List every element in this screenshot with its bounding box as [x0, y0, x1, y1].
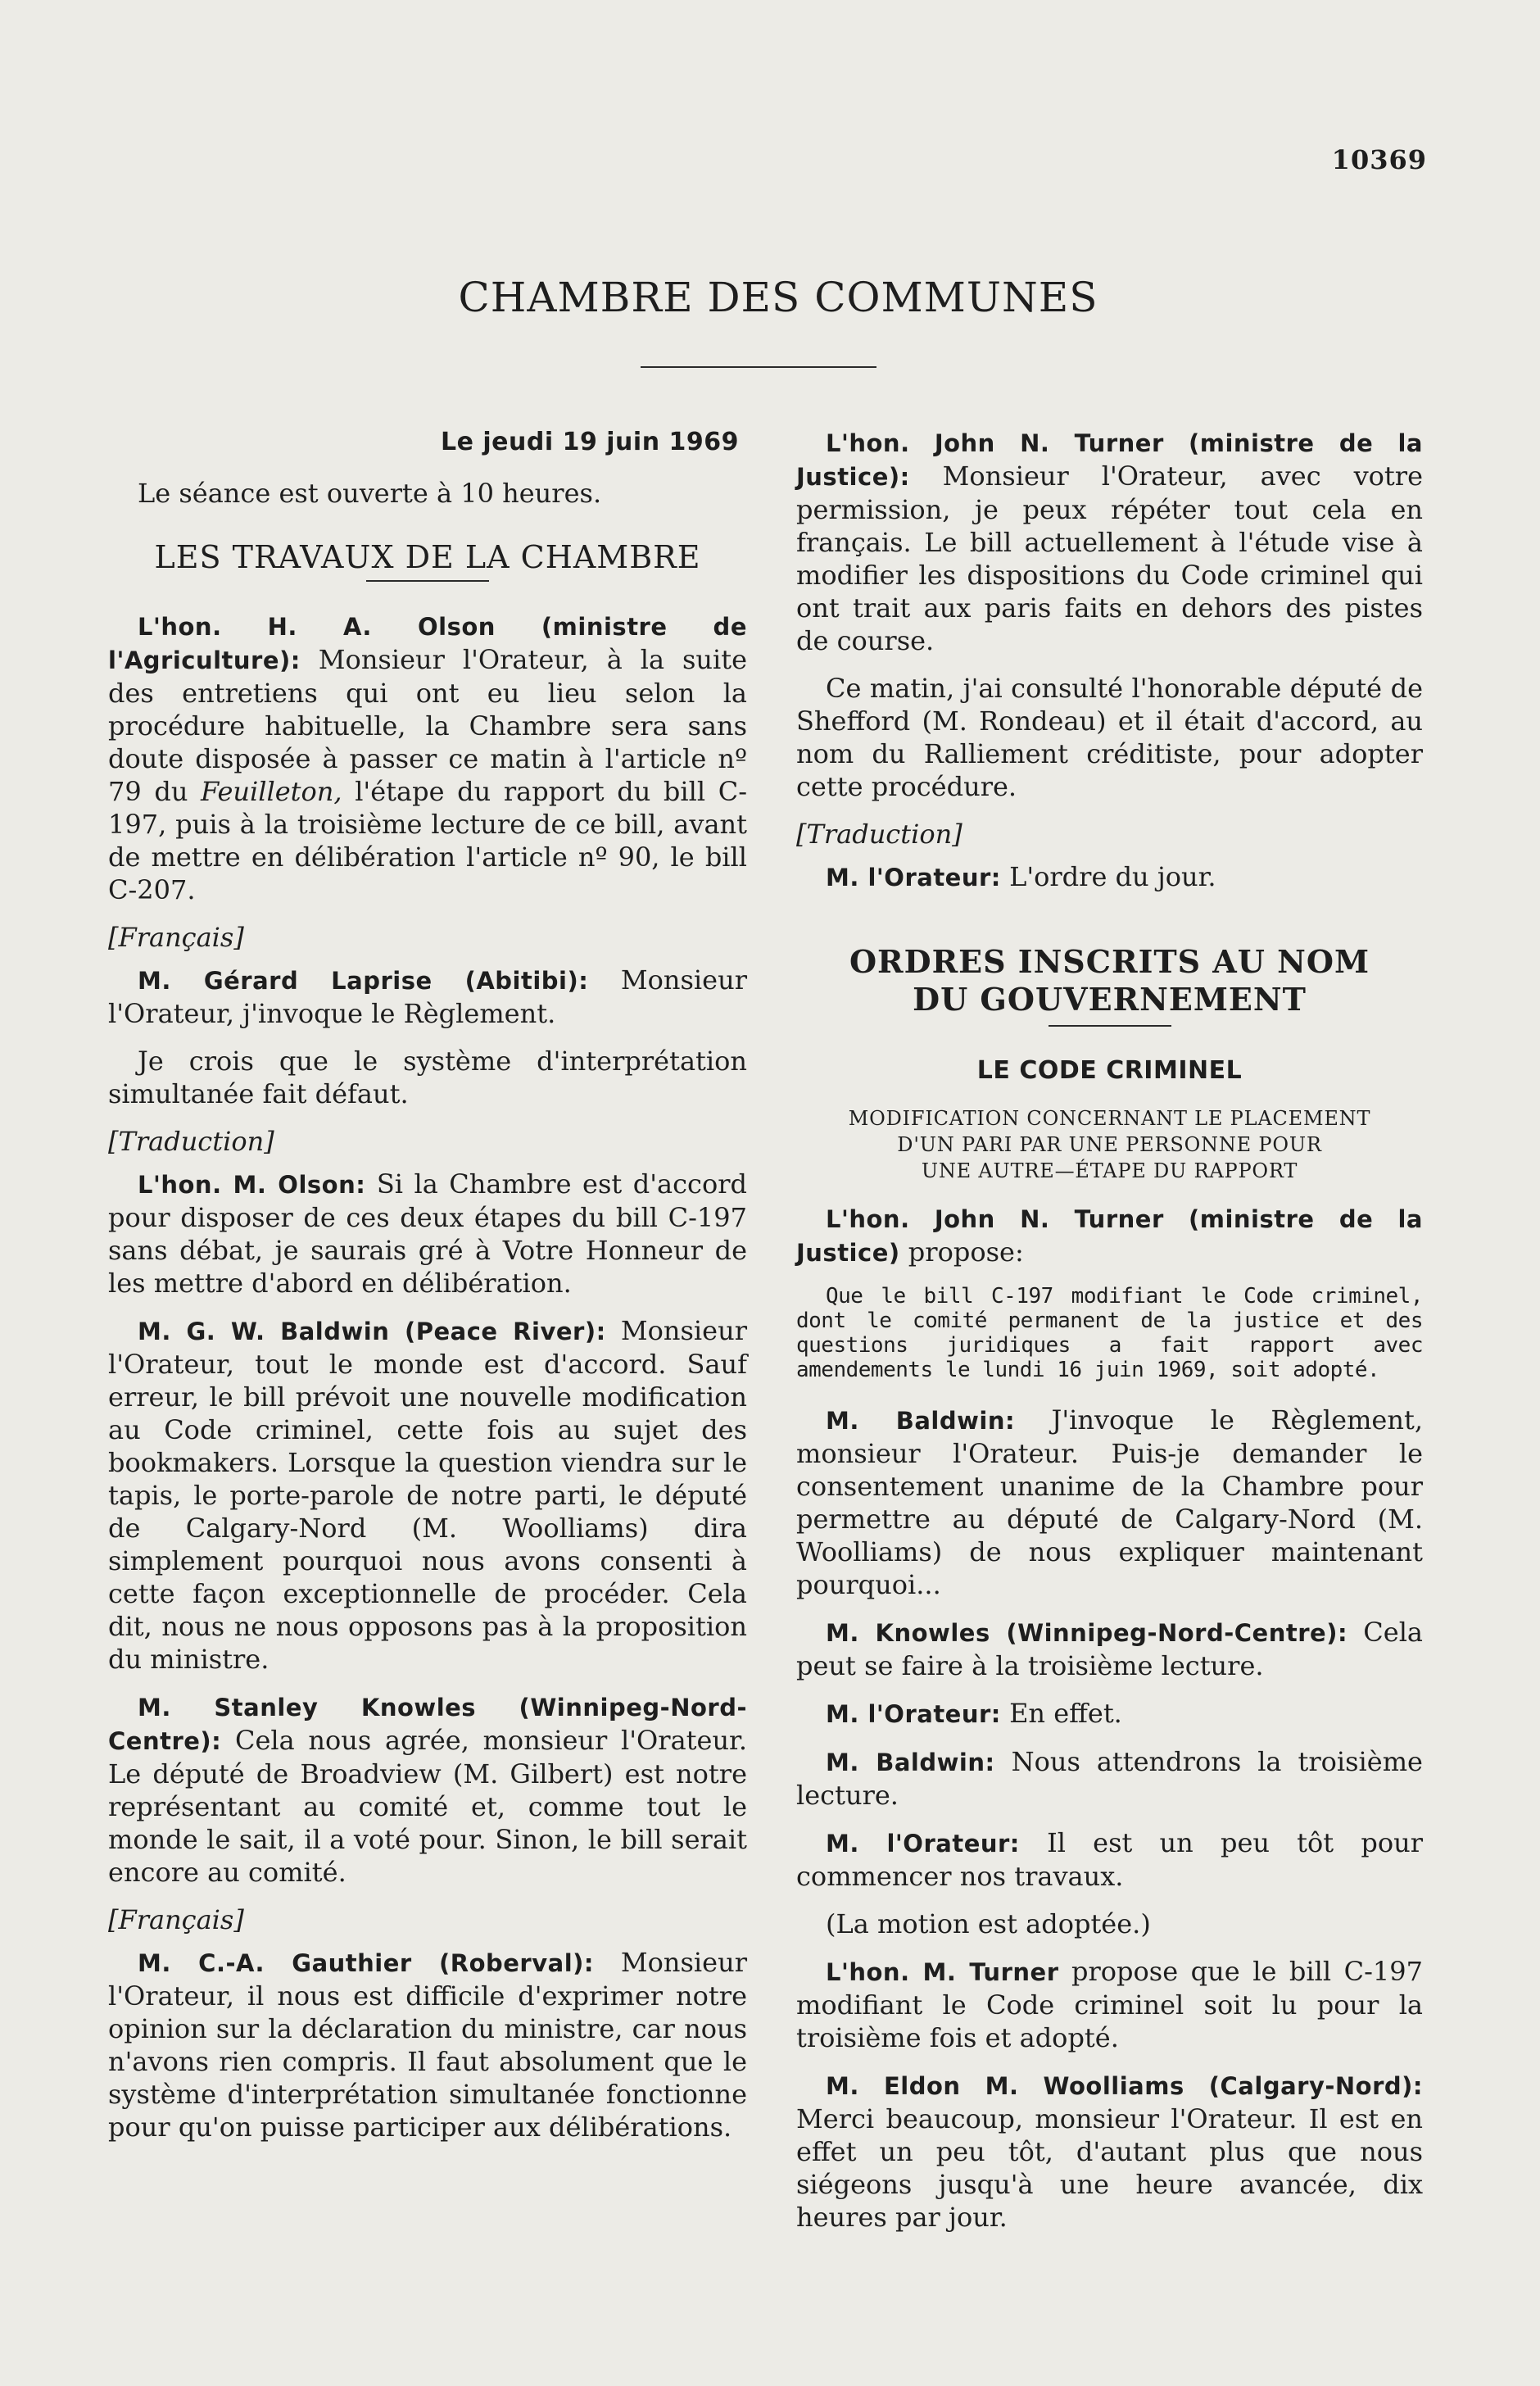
speech-text: Si la Chambre est d'accord pour disposer de ces deux étapes du bill C-197 sans débat, je saurais gré à Votre Honneur de les mettre d'abord en délibération. [108, 1168, 747, 1299]
speaker-name: M. l'Orateur: [826, 1830, 1020, 1858]
speech-knowles [108, 1690, 747, 1889]
speech-text: Merci beaucoup, monsieur l'Orateur. Il est en effet un peu tôt, d'autant plus que nous siégeons jusqu'à une heure avancée, dix heures par jour. [796, 2103, 1423, 2233]
section-rule [366, 580, 489, 582]
left-column [108, 426, 747, 2158]
section-heading-travaux: LES TRAVAUX DE LA CHAMBRE [154, 539, 701, 575]
speech-turner-2: Ce matin, j'ai consulté l'honorable député de Shefford (M. Rondeau) et il était d'accord, au nom du Ralliement créditiste, pour adopter cette procédure. [796, 673, 1423, 802]
section-heading-line: ORDRES INSCRITS AU NOM [849, 943, 1370, 980]
speaker-name: M. Eldon M. Woolliams (Calgary-Nord): [826, 2072, 1423, 2100]
speaker-name: L'hon. M. Turner [826, 1958, 1059, 1986]
speech-italic: Feuilleton, [201, 776, 342, 807]
speech-turner-3 [796, 1202, 1423, 1269]
language-marker: [Traduction] [108, 1126, 274, 1157]
speech-woolliams [796, 2069, 1423, 2234]
caps-heading-line: D'UN PARI PAR UNE PERSONNE POUR [897, 1133, 1322, 1156]
speaker-name: L'hon. M. Olson: [138, 1171, 366, 1199]
sub-heading-code-criminel: LE CODE CRIMINEL [976, 1056, 1243, 1085]
caps-heading-line: MODIFICATION CONCERNANT LE PLACEMENT [848, 1107, 1371, 1130]
section-rule [1049, 1025, 1171, 1027]
language-marker: [Français] [108, 1904, 244, 1935]
speech-baldwin-2 [796, 1404, 1423, 1601]
title-rule [641, 366, 876, 368]
speech-orateur-1 [796, 860, 1423, 894]
speech-baldwin-3 [796, 1745, 1423, 1812]
motion-text: Que le bill C-197 modifiant le Code criminel, dont le comité permanent de la justice et des questions juridiques a fait rapport avec amendements le lundi 16 juin 1969, soit adopté. [796, 1284, 1423, 1382]
speech-text: propose que le bill C-197 modifiant le Code criminel soit lu pour la troisième fois et adopté. [796, 1956, 1423, 2053]
speech-text: En effet. [1000, 1698, 1122, 1729]
opening-line: Le séance est ouverte à 10 heures. [138, 478, 602, 509]
speech-baldwin [108, 1314, 747, 1676]
speaker-name: L'hon. John N. Turner (ministre de la Justice) [796, 1205, 1423, 1267]
speech-text: L'ordre du jour. [1000, 861, 1216, 892]
speech-text: l'étape du rapport du bill C-197, puis à la troisième lecture de ce bill, avant de mettre en délibération l'article nº 90, le bill C-207. [108, 776, 747, 905]
speech-text: Cela nous agrée, monsieur l'Orateur. Le député de Broadview (M. Gilbert) est notre représentant au comité et, comme tout le monde le sait, il a voté pour. Sinon, le bill serait encore au comité. [108, 1725, 747, 1888]
caps-heading [796, 1105, 1423, 1184]
page-number: 10369 [1331, 144, 1427, 175]
speech-olson-1 [108, 610, 747, 906]
motion-adopted: (La motion est adoptée.) [826, 1908, 1151, 1939]
speaker-name: M. C.-A. Gauthier (Roberval): [138, 1949, 594, 1977]
speaker-name: M. Stanley Knowles (Winnipeg-Nord-Centre): [108, 1694, 747, 1755]
speech-laprise-2: Je crois que le système d'interprétation simultanée fait défaut. [108, 1046, 747, 1109]
speech-gauthier [108, 1946, 747, 2143]
speech-orateur-3 [796, 1826, 1423, 1893]
speaker-name: M. l'Orateur: [826, 864, 1001, 891]
speech-text: Monsieur l'Orateur, tout le monde est d'accord. Sauf erreur, le bill prévoit une nouvelle modification au Code criminel, cette fois au sujet des bookmakers. Lorsque la question viendra sur le tapis, le porte-parole de notre parti, le député de Calgary-Nord (M. Woolliams) dira simplement pourquoi nous avons consenti à cette façon exceptionnelle de procéder. Cela dit, nous ne nous opposons pas à la proposition du ministre. [108, 1315, 748, 1675]
speech-text: Nous attendrons la troisième lecture. [796, 1746, 1423, 1811]
speech-turner-4 [796, 1955, 1423, 2054]
speech-knowles-2 [796, 1616, 1423, 1682]
speaker-name: M. G. W. Baldwin (Peace River): [138, 1318, 606, 1345]
section-heading-ordres [796, 943, 1423, 1018]
speech-text: Monsieur l'Orateur, il nous est difficile d'exprimer notre opinion sur la déclaration du ministre, car nous n'avons rien compris. Il faut absolument que le système d'interprétation simultanée fonctionne pour qu'on puisse participer aux délibérations. [108, 1947, 747, 2143]
right-column [796, 426, 1423, 2248]
speech-text: Cela peut se faire à la troisième lecture. [796, 1617, 1424, 1681]
caps-heading-line: UNE AUTRE—ÉTAPE DU RAPPORT [921, 1159, 1298, 1182]
speech-text: Il est un peu tôt pour commencer nos travaux. [796, 1827, 1424, 1892]
speech-turner-1 [796, 426, 1423, 657]
page-title: CHAMBRE DES COMMUNES [458, 274, 1098, 321]
speech-text: Monsieur l'Orateur, avec votre permission, je peux répéter tout cela en français. Le bill actuellement à l'étude vise à modifier les dispositions du Code criminel qui ont trait aux paris faits en dehors des pistes de course. [796, 460, 1423, 656]
speaker-name: L'hon. H. A. Olson (ministre de l'Agriculture): [108, 613, 747, 674]
speaker-name: M. Knowles (Winnipeg-Nord-Centre): [826, 1619, 1348, 1647]
speech-laprise [108, 964, 747, 1030]
sitting-date: Le jeudi 19 juin 1969 [440, 428, 739, 456]
language-marker: [Traduction] [796, 819, 962, 850]
speaker-name: M. Gérard Laprise (Abitibi): [138, 967, 589, 995]
speech-text: J'invoque le Règlement, monsieur l'Orateur. Puis-je demander le consentement unanime de la Chambre pour permettre au député de Calgary-Nord (M. Woolliams) de nous expliquer maintenant pourquoi... [796, 1404, 1423, 1600]
speech-text: Monsieur l'Orateur, j'invoque le Règlement. [108, 964, 748, 1029]
language-marker: [Français] [108, 922, 244, 953]
speech-text: propose: [899, 1236, 1024, 1268]
speaker-name: L'hon. John N. Turner (ministre de la Justice): [796, 429, 1423, 491]
speaker-name: M. Baldwin: [826, 1407, 1016, 1435]
speech-orateur-2 [796, 1697, 1423, 1731]
speech-olson-2 [108, 1168, 747, 1300]
speaker-name: M. Baldwin: [826, 1749, 995, 1776]
speech-text: Monsieur l'Orateur, à la suite des entretiens qui ont eu lieu selon la procédure habituelle, la Chambre sera sans doute disposée à passer ce matin à l'article nº 79 du [108, 644, 747, 807]
section-heading-line: DU GOUVERNEMENT [913, 981, 1307, 1018]
speaker-name: M. l'Orateur: [826, 1700, 1001, 1728]
